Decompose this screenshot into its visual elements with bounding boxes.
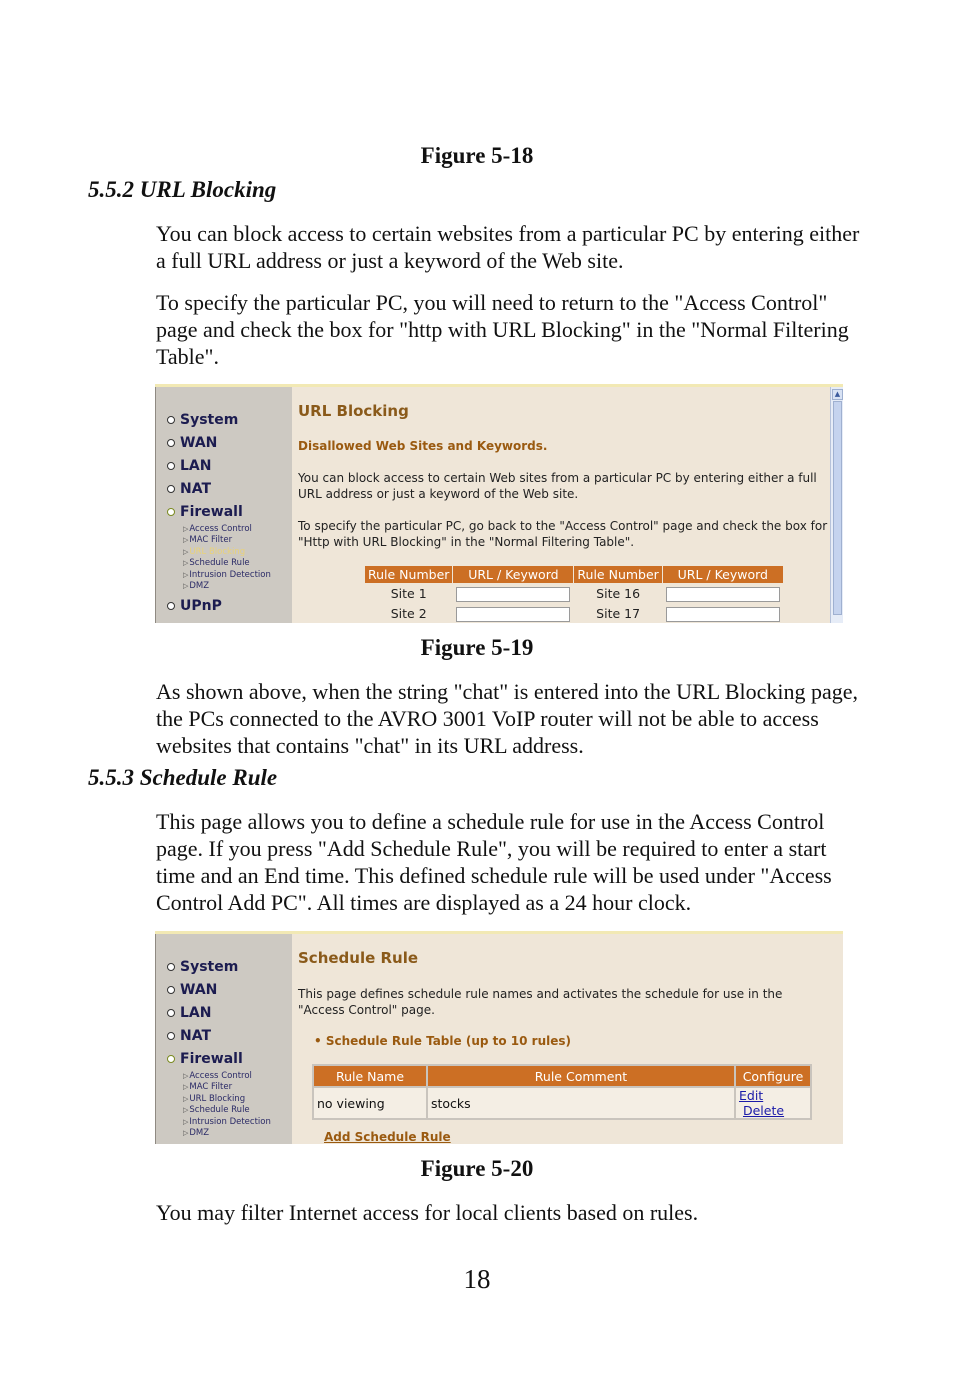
column-header: Configure xyxy=(735,1065,811,1087)
bullet-dot-icon: • xyxy=(314,1034,326,1048)
schedule-table-label: • Schedule Rule Table (up to 10 rules) xyxy=(314,1034,571,1048)
table-row xyxy=(365,604,784,624)
schedule-rule-intro xyxy=(156,808,866,931)
rule-number-cell: Site 16 xyxy=(596,586,641,601)
nav-item-upnp[interactable]: UPnP xyxy=(167,598,222,614)
schedule-rule-content xyxy=(298,934,829,1144)
table-header-row xyxy=(313,1065,811,1087)
schedule-rule-screenshot xyxy=(155,931,843,1144)
rule-name-cell: no viewing xyxy=(313,1087,427,1119)
page-subtitle: Disallowed Web Sites and Keywords. xyxy=(298,439,548,453)
radio-bullet-icon xyxy=(167,416,175,424)
radio-bullet-icon xyxy=(167,1009,175,1017)
add-schedule-rule-link[interactable]: Add Schedule Rule xyxy=(324,1130,451,1144)
url-keyword-input[interactable] xyxy=(666,587,780,602)
figure-5-20-caption: Figure 5-20 xyxy=(420,1156,534,1181)
subnav-access-control[interactable]: ▷ Access Control xyxy=(183,1071,252,1082)
schedule-rule-note xyxy=(156,1199,866,1241)
table-row xyxy=(365,584,784,604)
nav-item-nat[interactable]: NAT xyxy=(167,1028,211,1044)
rule-number-cell: Site 17 xyxy=(596,606,641,621)
radio-bullet-icon xyxy=(167,508,175,516)
page-description: This page defines schedule rule names and activates the schedule for use in the "Access Control" page. xyxy=(298,987,783,1017)
nav-item-wan[interactable]: WAN xyxy=(167,435,217,451)
url-keyword-input[interactable] xyxy=(456,607,570,622)
column-header: URL / Keyword xyxy=(453,566,574,584)
url-blocking-explanation xyxy=(156,678,866,774)
subnav-url-blocking[interactable]: ▷ URL Blocking xyxy=(183,547,245,558)
configure-cell xyxy=(735,1087,811,1119)
nav-item-nat[interactable]: NAT xyxy=(167,481,211,497)
url-keyword-cell xyxy=(662,584,783,604)
nav-item-firewall[interactable]: Firewall xyxy=(167,504,243,520)
edit-link[interactable]: Edit xyxy=(739,1088,764,1103)
url-blocking-screenshot xyxy=(155,384,843,623)
nav-item-firewall[interactable]: Firewall xyxy=(167,1051,243,1067)
figure-5-18-caption: Figure 5-18 xyxy=(420,143,534,168)
page-title: URL Blocking xyxy=(298,402,409,420)
column-header: Rule Number xyxy=(574,566,662,584)
radio-bullet-icon xyxy=(167,602,175,610)
scroll-thumb[interactable] xyxy=(833,401,842,615)
nav-item-system[interactable]: System xyxy=(167,412,238,428)
column-header: Rule Number xyxy=(365,566,453,584)
subnav-mac-filter[interactable]: ▷ MAC Filter xyxy=(183,535,232,546)
page-title: Schedule Rule xyxy=(298,949,419,967)
scroll-up-arrow-icon[interactable]: ▲ xyxy=(832,389,843,400)
url-blocking-paragraph-2: To specify the particular PC, you will need to return to the "Access Control" page and check the box for "http with URL Blocking" in the "Normal Filtering Table". xyxy=(156,290,849,369)
radio-bullet-icon xyxy=(167,986,175,994)
url-blocking-content xyxy=(298,387,829,623)
delete-link[interactable]: Delete xyxy=(742,1103,785,1118)
table-row xyxy=(313,1087,811,1119)
section-heading-url-blocking: 5.5.2 URL Blocking xyxy=(88,177,277,202)
subnav-schedule-rule[interactable]: ▷ Schedule Rule xyxy=(183,558,250,569)
subnav-url-blocking[interactable]: ▷ URL Blocking xyxy=(183,1094,245,1105)
column-header: Rule Comment xyxy=(427,1065,735,1087)
radio-bullet-icon xyxy=(167,439,175,447)
subnav-dmz[interactable]: ▷ DMZ xyxy=(183,581,209,592)
page-description-1: You can block access to certain Web sites from a particular PC by entering either a full URL address or just a keyword of the Web site. xyxy=(298,471,817,501)
url-keyword-cell xyxy=(453,604,574,624)
url-keyword-cell xyxy=(662,604,783,624)
column-header: Rule Name xyxy=(313,1065,427,1087)
schedule-rule-paragraph-2: You may filter Internet access for local clients based on rules. xyxy=(156,1200,699,1225)
subnav-intrusion-detection[interactable]: ▷ Intrusion Detection xyxy=(183,570,271,581)
nav-item-wan[interactable]: WAN xyxy=(167,982,217,998)
radio-bullet-icon xyxy=(167,485,175,493)
page-number: 18 xyxy=(463,1264,491,1294)
table-header-row xyxy=(365,566,784,584)
subnav-access-control[interactable]: ▷ Access Control xyxy=(183,524,252,535)
url-blocking-intro xyxy=(156,220,866,385)
rule-number-cell: Site 1 xyxy=(390,586,427,601)
subnav-schedule-rule[interactable]: ▷ Schedule Rule xyxy=(183,1105,250,1116)
nav-sidebar xyxy=(155,934,292,1144)
subnav-dmz[interactable]: ▷ DMZ xyxy=(183,1128,209,1139)
url-blocking-paragraph-1: You can block access to certain websites from a particular PC by entering either a full URL address or just a keyword of the Web site. xyxy=(156,221,860,273)
url-keyword-table xyxy=(364,565,784,623)
rule-number-cell: Site 2 xyxy=(390,606,427,621)
radio-bullet-icon xyxy=(167,462,175,470)
figure-5-19-caption: Figure 5-19 xyxy=(420,635,534,660)
schedule-rule-table xyxy=(312,1064,812,1120)
url-keyword-input[interactable] xyxy=(456,587,570,602)
nav-item-lan[interactable]: LAN xyxy=(167,458,211,474)
radio-bullet-icon xyxy=(167,1055,175,1063)
column-header: URL / Keyword xyxy=(662,566,783,584)
nav-item-system[interactable]: System xyxy=(167,959,238,975)
rule-comment-cell: stocks xyxy=(427,1087,735,1119)
section-heading-schedule-rule: 5.5.3 Schedule Rule xyxy=(88,765,278,790)
url-keyword-cell xyxy=(453,584,574,604)
radio-bullet-icon xyxy=(167,1032,175,1040)
subnav-mac-filter[interactable]: ▷ MAC Filter xyxy=(183,1082,232,1093)
nav-sidebar xyxy=(155,387,292,623)
vertical-scrollbar[interactable] xyxy=(830,387,843,623)
radio-bullet-icon xyxy=(167,963,175,971)
schedule-rule-paragraph-1: This page allows you to define a schedule rule for use in the Access Control page. If you press "Add Schedule Rule", you will be required to enter a start time and an End time. This defined schedule rule will be used under "Access Control Add PC". All times are displayed as a 24 hour clock. xyxy=(156,809,832,915)
url-blocking-paragraph-3: As shown above, when the string "chat" is entered into the URL Blocking page, the PCs connected to the AVRO 3001 VoIP router will not be able to access websites that contains "chat" in its URL address. xyxy=(156,679,859,758)
subnav-intrusion-detection[interactable]: ▷ Intrusion Detection xyxy=(183,1117,271,1128)
page-description-2: To specify the particular PC, go back to the "Access Control" page and check the box for "Http with URL Blocking" in the "Normal Filtering Table". xyxy=(298,519,828,549)
url-keyword-input[interactable] xyxy=(666,607,780,622)
nav-item-lan[interactable]: LAN xyxy=(167,1005,211,1021)
